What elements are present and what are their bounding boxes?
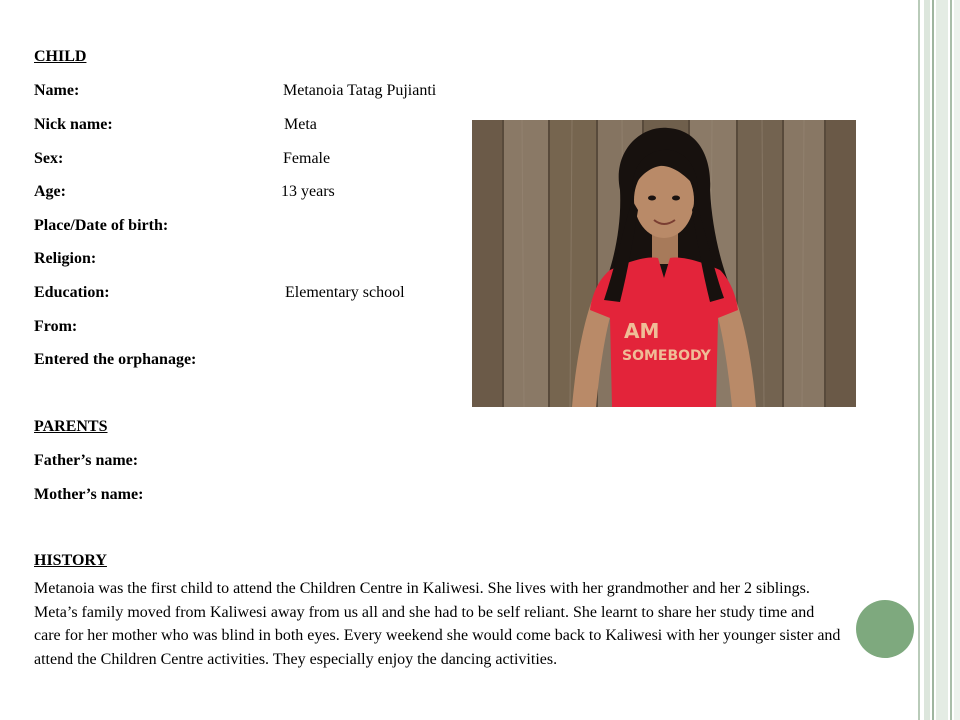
from-label: From: — [34, 318, 78, 335]
svg-text:SOMEBODY: SOMEBODY — [622, 348, 711, 364]
border-line — [950, 0, 952, 720]
border-line — [954, 0, 960, 720]
religion-label: Religion: — [34, 250, 97, 267]
history-heading: HISTORY — [34, 552, 107, 569]
nickname-label: Nick name: — [34, 116, 113, 133]
birth-label: Place/Date of birth: — [34, 217, 169, 234]
child-photo — [472, 120, 856, 407]
age-label: Age: — [34, 183, 66, 200]
mother-name-label: Mother’s name: — [34, 486, 144, 503]
sex-label: Sex: — [34, 150, 64, 167]
border-line — [932, 0, 934, 720]
entered-orphanage-label: Entered the orphanage: — [34, 351, 197, 368]
border-line — [924, 0, 930, 720]
border-line — [936, 0, 948, 720]
child-heading: CHILD — [34, 48, 87, 65]
svg-text:AM: AM — [624, 319, 660, 343]
name-value: Metanoia Tatag Pujianti — [283, 82, 437, 99]
decorative-circle — [856, 600, 914, 658]
education-label: Education: — [34, 284, 110, 301]
name-label: Name: — [34, 82, 80, 99]
age-value: 13 years — [281, 183, 335, 200]
education-value: Elementary school — [285, 284, 405, 301]
sex-value: Female — [283, 150, 331, 167]
border-line — [918, 0, 920, 720]
parents-heading: PARENTS — [34, 418, 108, 435]
father-name-label: Father’s name: — [34, 452, 139, 469]
nickname-value: Meta — [284, 116, 317, 133]
history-text: Metanoia was the first child to attend the Children Centre in Kaliwesi. She lives with her grandmother and her 2 siblings. Meta’s family moved from Kaliwesi away from us all and she had to be self reliant. She learnt to share her study time and care for her mother who was blind in both eyes. Every weekend she would come back to Kaliwesi with her younger sister and attend the Children Centre activities. They especially enjoy the dancing activities. — [34, 580, 841, 668]
